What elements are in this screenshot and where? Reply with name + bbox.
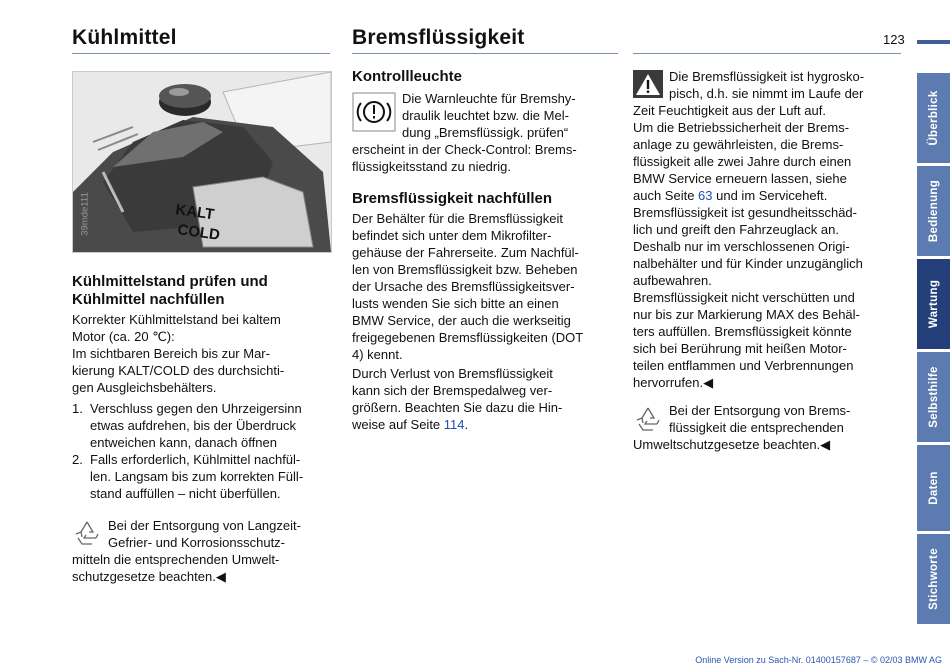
coolant-reservoir-illustration <box>73 72 331 252</box>
bremspedalweg-text: Durch Verlust von Bremsflüssigkeit kann sich der Bremspedalweg ver- größern. Beachten Sie dazu die Hin- weise auf Seite 114. <box>352 366 563 432</box>
title-bremsfluessigkeit: Bremsflüssigkeit <box>352 26 525 49</box>
kalt-label: KALT <box>174 201 216 224</box>
coolant-intro: Korrekter Kühlmittelstand bei kaltem Motor (ca. 20 ℃): Im sichtbaren Bereich bis zur Mar- kierung KALT/COLD des durchsichti- gen Ausgleichsbehälters. <box>72 312 285 395</box>
tab-selbsthilfe[interactable]: Selbsthilfe <box>917 352 950 442</box>
tab-ueberblick[interactable]: Überblick <box>917 73 950 163</box>
page-number: 123 <box>883 32 905 47</box>
top-rule-right <box>633 53 901 54</box>
cold-label: COLD <box>176 221 221 244</box>
top-rule-left <box>72 53 330 54</box>
image-code: 39mde111 <box>79 192 91 236</box>
tab-daten[interactable]: Daten <box>917 445 950 531</box>
coolant-steps <box>72 400 342 502</box>
brake-fluid-eco-note: Bei der Entsorgung von Brems- flüssigkeit die entsprechenden Umweltschutzgesetze beachten.◀ <box>633 403 851 452</box>
section-title-coolant: Kühlmittelstand prüfen und Kühlmittel nachfüllen <box>72 273 268 308</box>
section-title-kontrollleuchte: Kontrollleuchte <box>352 68 463 85</box>
page-link-63[interactable]: 63 <box>698 188 713 203</box>
footer-copyright: Online Version zu Sach-Nr. 01400157687 – © 02/03 BMW AG <box>695 655 942 665</box>
top-rule-thick <box>917 40 950 44</box>
hygroskopisch-warning: Die Bremsflüssigkeit ist hygrosko- pisch, d.h. sie nimmt im Laufe der Zeit Feuchtigkeit aus der Luft auf. Um die Betriebssicherheit der Brems- anlage zu gewährleisten, die Brems- flüssigkeit alle zwei Jahre durch einen BMW Service erneuern lassen, siehe auch Seite 63 und im Serviceheft. Bremsflüssigkeit ist gesundheitsschäd- lich und greift den Fahrzeuglack an. Deshalb nur im verschlossenen Origi- nalbehälter und für Kinder unzugänglich aufbewahren. Bremsflüssigkeit nicht verschütten und nur bis zur Markierung MAX des Behäl- ters auffüllen. Bremsflüssigkeit könnte sich bei Berührung mit heißen Motor- teilen entflammen und Verbrennungen hervorrufen.◀ <box>633 69 865 390</box>
kontrollleuchte-text: Die Warnleuchte für Bremshy- draulik leuchtet bzw. die Mel- dung „Bremsflüssigk. prüfen“ erscheint in der Check-Control: Brems- flüssigkeitsstand zu niedrig. <box>352 91 577 174</box>
tab-bedienung[interactable]: Bedienung <box>917 166 950 256</box>
section-title-nachfuellen: Bremsflüssigkeit nachfüllen <box>352 190 553 207</box>
tab-stichworte[interactable]: Stichworte <box>917 534 950 624</box>
list-item: 1. Verschluss gegen den Uhrzeigersinn etwas aufdrehen, bis der Überdruck entweichen kann, danach öffnen <box>72 401 302 450</box>
coolant-eco-note: Bei der Entsorgung von Langzeit- Gefrier- und Korrosionsschutz- mitteln die entsprechenden Umwelt- schutzgesetze beachten.◀ <box>72 518 301 584</box>
top-rule-middle <box>352 53 618 54</box>
page-link-114[interactable]: 114 <box>443 417 465 432</box>
nachfuellen-text: Der Behälter für die Bremsflüssigkeit befindet sich unter dem Mikrofilter- gehäuse der Fahrerseite. Zum Nachfül- len von Bremsflüssigkeit bzw. Beheben der Ursache des Bremsflüssigkeitsver- lusts wenden Sie sich bitte an einen BMW Service, der auch die werkseitig freigegebenen Bremsflüssigkeiten (DOT 4) kennt. <box>352 211 584 362</box>
list-item: 2. Falls erforderlich, Kühlmittel nachfül- len. Langsam bis zum korrekten Füll- stand auffüllen – nicht überfüllen. <box>72 452 304 501</box>
coolant-reservoir-image <box>72 71 332 253</box>
tab-wartung[interactable]: Wartung <box>917 259 950 349</box>
title-kuehlmittel: Kühlmittel <box>72 26 177 49</box>
